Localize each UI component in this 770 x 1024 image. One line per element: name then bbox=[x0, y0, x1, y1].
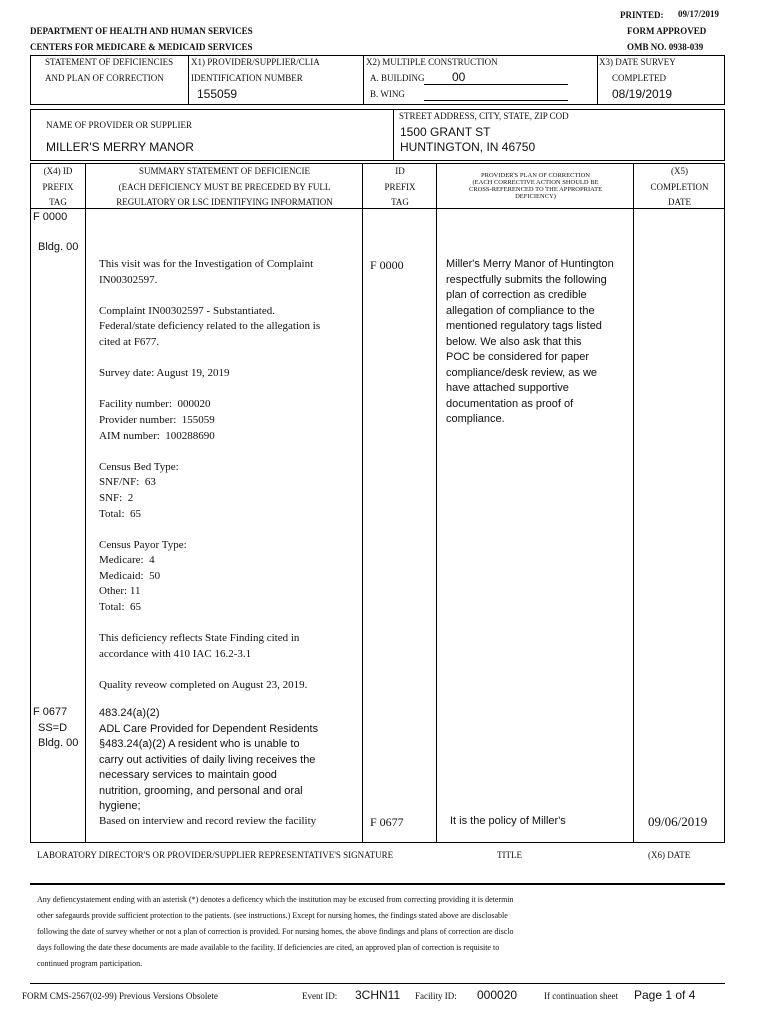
x4-tag-header: TAG bbox=[49, 197, 67, 207]
x4-prefix-header: PREFIX bbox=[42, 182, 74, 192]
id-tag-f0000: F 0000 bbox=[370, 258, 404, 272]
provider-id-value: 155059 bbox=[197, 87, 238, 101]
plan-header bbox=[437, 172, 634, 200]
id-tag-f0677: F 0677 bbox=[370, 815, 404, 829]
page-number: Page 1 of 4 bbox=[634, 988, 696, 1002]
facility-id-value: 000020 bbox=[477, 988, 518, 1002]
tag-f0677: F 0677 bbox=[33, 706, 68, 718]
address-line-2: HUNTINGTON, IN 46750 bbox=[400, 140, 536, 154]
printed-date: 09/17/2019 bbox=[678, 9, 720, 19]
summary-header: SUMMARY STATEMENT OF DEFICIENCIE bbox=[138, 166, 311, 176]
summary-header-2: (EACH DEFICIENCY MUST BE PRECEDED BY FULL bbox=[118, 182, 331, 192]
disclaimer-line: following the date of survey whether or not a plan of correction is provided. For nursing homes, the above findings and plans of correction are disclo bbox=[37, 927, 514, 936]
address-line-1: 1500 GRANT ST bbox=[400, 125, 491, 139]
form-approved: FORM APPROVED bbox=[627, 26, 707, 36]
x3-label: X3) DATE SURVEY bbox=[599, 57, 676, 67]
event-id-label: Event ID: bbox=[302, 991, 338, 1001]
summary-text: This visit was for the Investigation of Complaint IN00302597. Complaint IN00302597 - Substantiated. Federal/state deficiency related to the allegation is cited at F677. Survey date: August 19, 2019 Facility number: 000020 Provider number: 155059 AIM number: 100288690 Census Bed Type: SNF/NF: 63 SNF: 2 Total: 65 Census Payor Type: Medicare: 4 Medicaid: 50 Other: 11 Total: 65 This deficiency reflects State Finding cited in accordance with 410 IAC 16.2-3.1 Quality reveow completed on August 23, 2019. bbox=[99, 258, 321, 692]
printed-label: PRINTED: bbox=[620, 10, 664, 20]
disclaimer-line: days following the date these documents are made available to the facility. If deficiencies are cited, an approved plan of correction is requisite to bbox=[37, 943, 500, 952]
plan-header-1: PROVIDER'S PLAN OF CORRECTION bbox=[481, 172, 590, 179]
bldg-00-f0677: Bldg. 00 bbox=[38, 737, 79, 749]
x6-date-label: (X6) DATE bbox=[648, 850, 691, 860]
building-value: 00 bbox=[452, 70, 466, 84]
address-label: STREET ADDRESS, CITY, STATE, ZIP COD bbox=[399, 111, 569, 121]
statement-label: STATEMENT OF DEFICIENCIES bbox=[45, 57, 174, 67]
id-header: ID bbox=[395, 166, 405, 176]
continuation-label: If continuation sheet bbox=[544, 991, 618, 1001]
id-tag-header: TAG bbox=[391, 197, 409, 207]
building-label: A. BUILDING bbox=[370, 73, 425, 83]
f0677-text: 483.24(a)(2) ADL Care Provided for Dependent Residents §483.24(a)(2) A resident who is unable to carry out activities of daily living receives the necessary services to maintain good nutrition, grooming, and personal and oral hygiene; bbox=[99, 707, 319, 812]
f0677-last-line: Based on interview and record review the facility bbox=[99, 815, 317, 827]
completed-label: COMPLETED bbox=[612, 73, 666, 83]
tag-f0000: F 0000 bbox=[33, 211, 68, 223]
summary-header-3: REGULATORY OR LSC IDENTIFYING INFORMATION bbox=[116, 197, 333, 207]
x1-label: X1) PROVIDER/SUPPLIER/CLIA bbox=[191, 57, 320, 67]
x4-header: (X4) ID bbox=[43, 166, 73, 176]
dept-name: DEPARTMENT OF HEALTH AND HUMAN SERVICES bbox=[30, 26, 253, 36]
ss-rating: SS=D bbox=[38, 722, 68, 734]
disclaimer-line: other safegaurds provide sufficient protection to the patients. (see instructions.) Except for nursing homes, the findings stated above are disclosable bbox=[37, 911, 508, 920]
disclaimer-line: continued program participation. bbox=[37, 959, 143, 968]
title-label: TITLE bbox=[497, 850, 522, 860]
disclaimer-line: Any defiencystatement ending with an asterisk (*) denotes a deficency which the institution may be excused from correcting providing it is determin bbox=[37, 895, 514, 904]
survey-date-value: 08/19/2019 bbox=[612, 87, 673, 101]
provider-name-value: MILLER'S MERRY MANOR bbox=[46, 140, 194, 154]
plan-header-3: CROSS-REFERENCED TO THE APPROPRIATE bbox=[468, 186, 603, 193]
plan-of-correction-label: AND PLAN OF CORRECTION bbox=[45, 73, 164, 83]
provider-name-label: NAME OF PROVIDER OR SUPPLIER bbox=[46, 120, 193, 130]
identification-number-label: IDENTIFICATION NUMBER bbox=[191, 73, 303, 83]
plan-of-correction-text: Miller's Merry Manor of Huntington respectfully submits the following plan of correction as credible allegation of compliance to the mentioned regulatory tags listed below. We also ask that this POC be considered for paper compliance/desk review, as we have attached supportive documentation as proof of compliance. bbox=[446, 258, 614, 425]
completion-header: COMPLETION bbox=[650, 182, 709, 192]
completion-date: 09/06/2019 bbox=[648, 814, 708, 829]
plan-header-2: (EACH CORRECTIVE ACTION SHOULD BE bbox=[472, 179, 599, 186]
plan-f0677-text: It is the policy of Miller's bbox=[450, 815, 566, 827]
wing-label: B. WING bbox=[370, 89, 405, 99]
plan-header-4: DEFICIENCY) bbox=[515, 193, 556, 200]
date-header: DATE bbox=[668, 197, 691, 207]
id-prefix-header: PREFIX bbox=[384, 182, 416, 192]
bldg-00: Bldg. 00 bbox=[38, 241, 79, 253]
centers-name: CENTERS FOR MEDICARE & MEDICAID SERVICES bbox=[30, 42, 253, 52]
form-number: FORM CMS-2567(02-99) Previous Versions Obsolete bbox=[22, 991, 218, 1001]
facility-id-label: Facility ID: bbox=[415, 991, 457, 1001]
x2-label: X2) MULTIPLE CONSTRUCTION bbox=[366, 57, 498, 67]
lab-director-signature-label: LABORATORY DIRECTOR'S OR PROVIDER/SUPPLIER REPRESENTATIVE'S SIGNATURE bbox=[37, 850, 394, 860]
x5-header: (X5) bbox=[671, 166, 688, 176]
omb-number: OMB NO. 0938-039 bbox=[627, 42, 704, 52]
event-id-value: 3CHN11 bbox=[355, 988, 401, 1002]
